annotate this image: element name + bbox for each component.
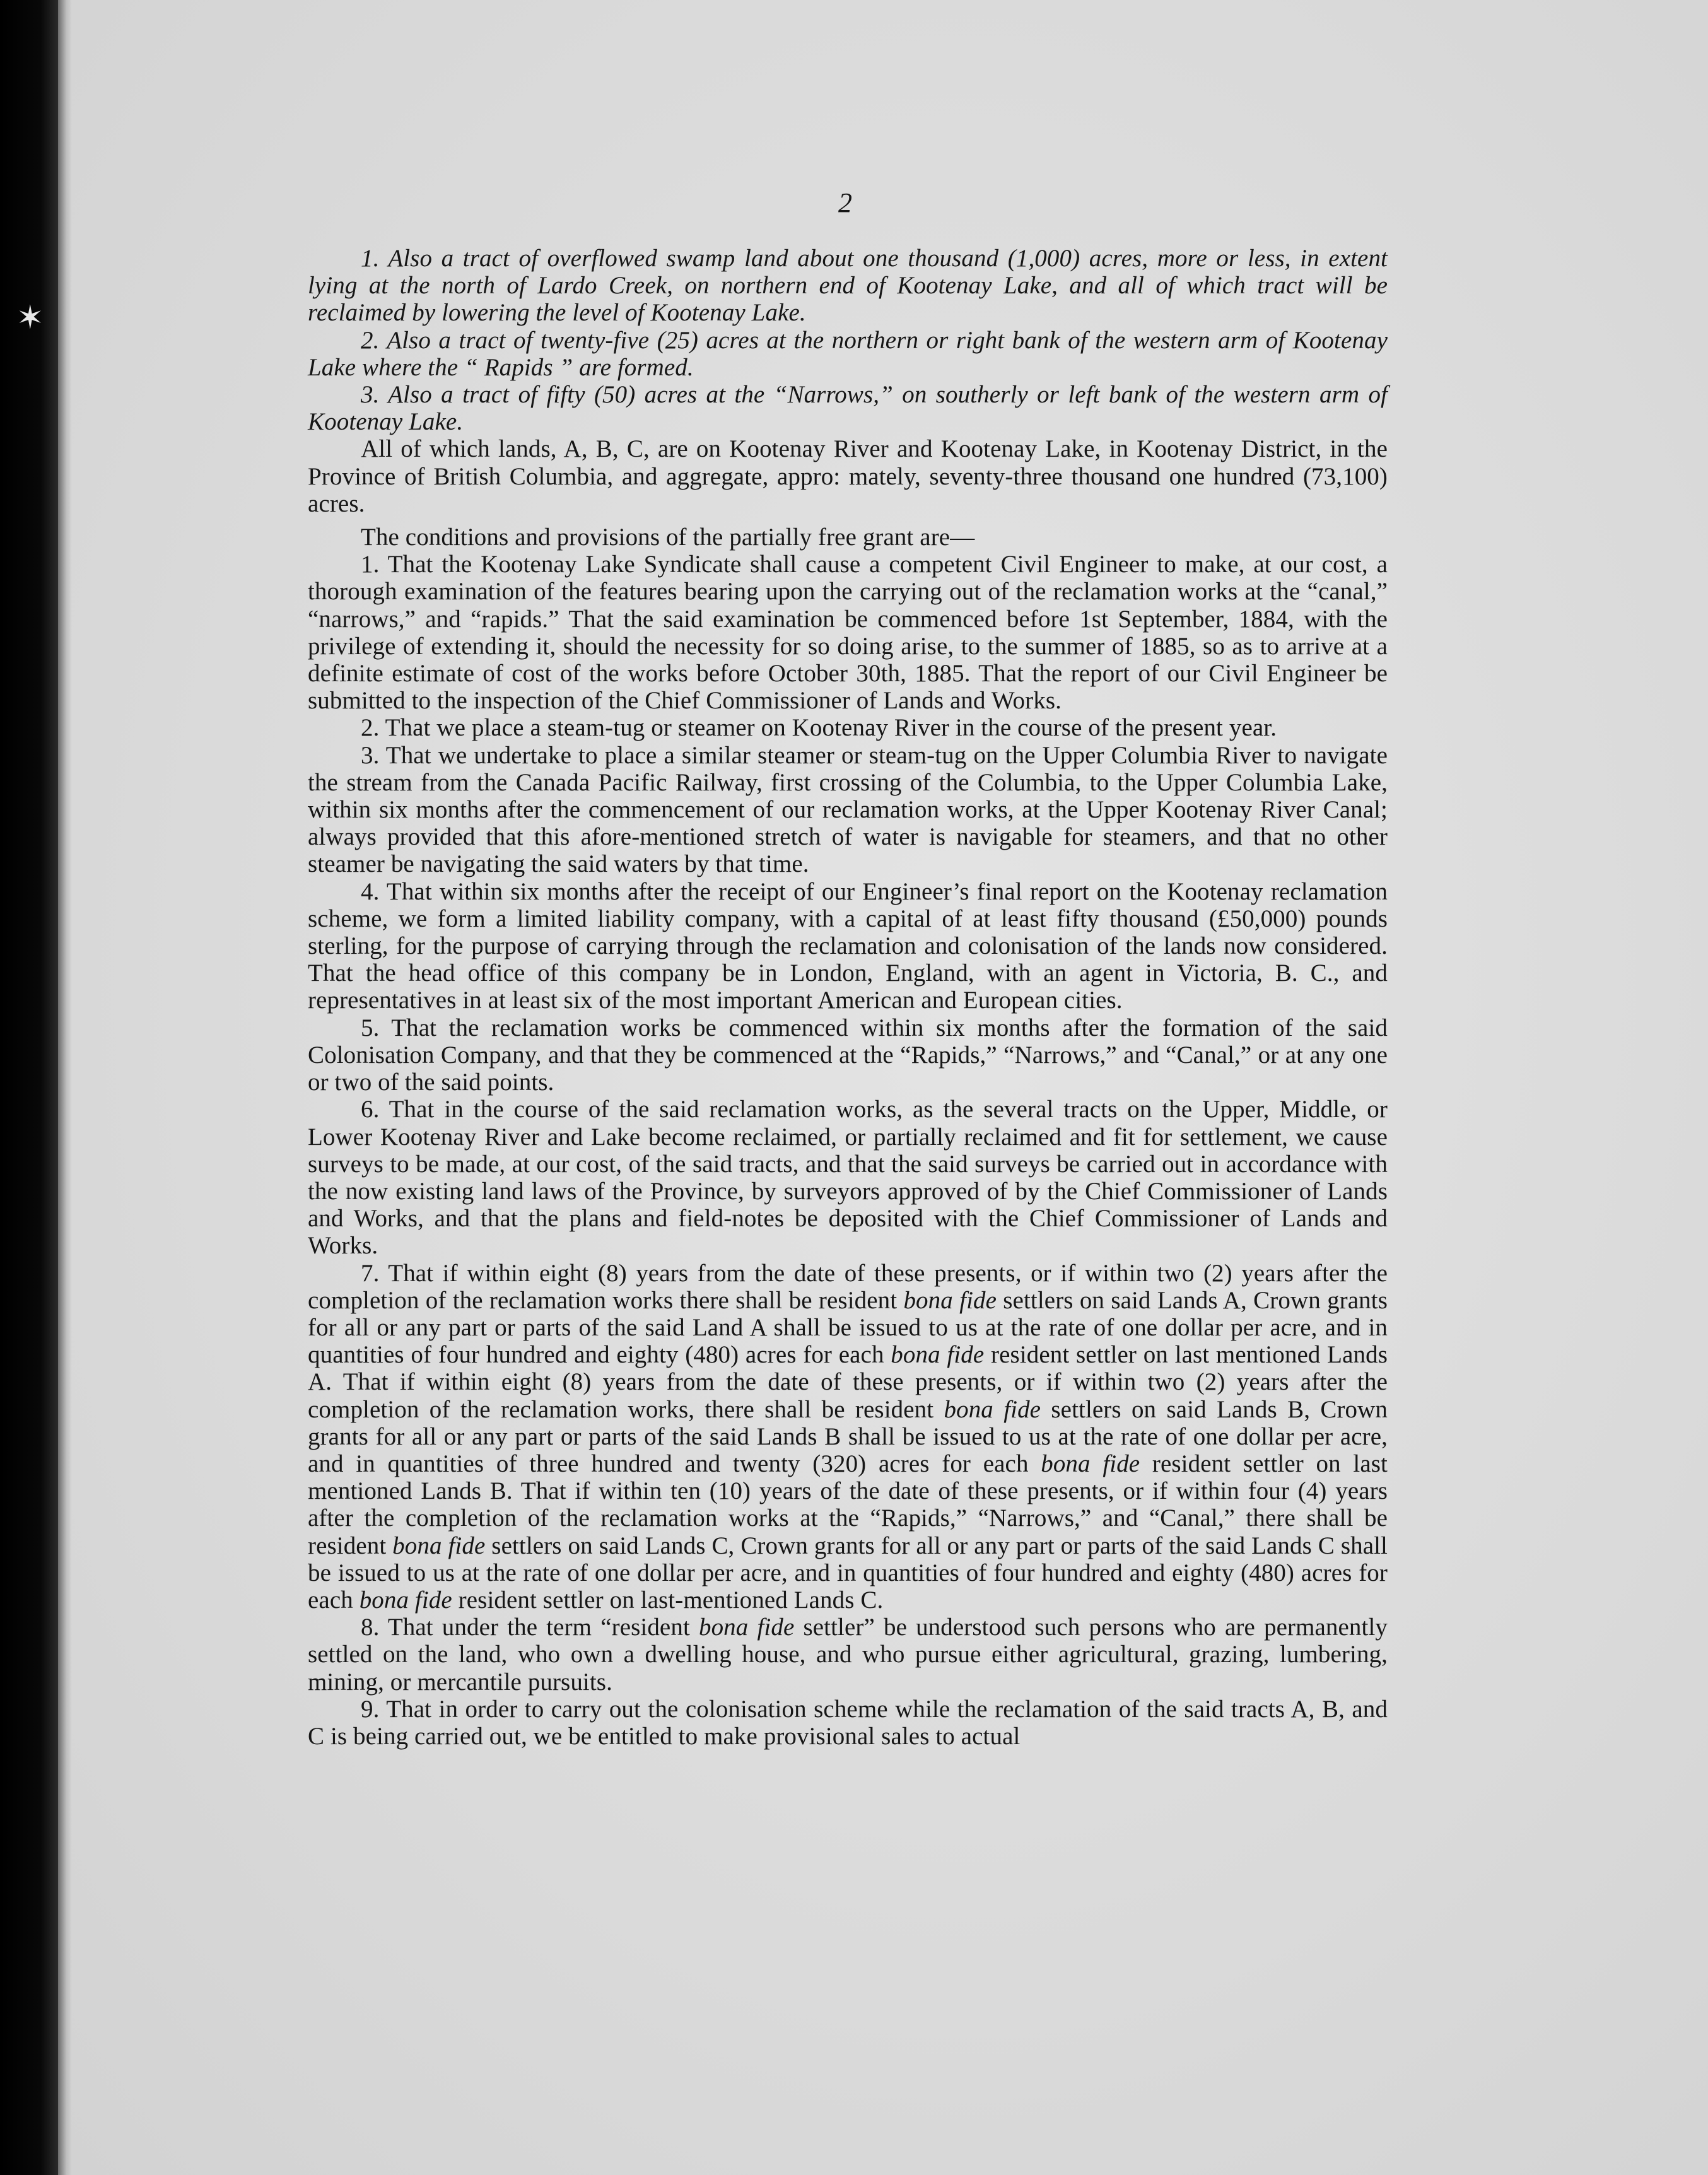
paragraph-condition-4: 4. That within six months after the receipt of our Engineer’s final report on the Kootenay reclamation scheme, we form a limited liability company, with a capital of at least fifty thousand (£50,000) pounds sterling, for the purpose of carrying through the reclamation and colonisation of the lands now considered. That the head office of this company be in London, England, with an agent in Victoria, B. C., and representatives in at least six of the most important American and European cities.	[308, 877, 1388, 1014]
bona-fide-emphasis: bona fide	[698, 1614, 795, 1641]
paragraph-condition-1: 1. That the Kootenay Lake Syndicate shall cause a competent Civil Engineer to make, at our cost, a thorough examination of the features bearing upon the carrying out of the reclamation works at the “canal,” “narrows,” and “rapids.” That the said examination be commenced before 1st September, 1884, with the privilege of extending it, should the necessity for so doing arise, to the summer of 1885, so as to arrive at a definite estimate of cost of the works before October 30th, 1885. That the report of our Civil Engineer be submitted to the inspection of the Chief Commissioner of Lands and Works.	[308, 551, 1388, 715]
paragraph-condition-5: 5. That the reclamation works be commenced within six months after the formation of the said Colonisation Company, and that they be commenced at the “Rapids,” “Narrows,” and “Canal,” or at any one or two of the said points.	[308, 1014, 1388, 1096]
bona-fide-emphasis: bona fide	[903, 1286, 997, 1314]
paragraph-condition-3: 3. That we undertake to place a similar steamer or steam-tug on the Upper Columbia River to navigate the stream from the Canada Pacific Railway, first crossing of the Columbia, to the Upper Columbia Lake, within six months after the commencement of our reclamation works, at the Upper Kootenay River Canal; always provided that this afore-mentioned stretch of water is navigable for steamers, and that no other steamer be navigating the said waters by that time.	[308, 741, 1388, 878]
paragraph-tract-1: 1. Also a tract of overflowed swamp land about one thousand (1,000) acres, more or less, in extent lying at the north of Lardo Creek, on northern end of Kootenay Lake, and all of which tract will be reclaimed by lowering the level of Kootenay Lake.	[308, 245, 1388, 327]
paragraph-tract-2: 2. Also a tract of twenty-five (25) acres at the northern or right bank of the western arm of Kootenay Lake where the “ Rapids ” are formed.	[308, 326, 1388, 381]
bona-fide-emphasis: bona fide	[359, 1586, 452, 1614]
page-number: 2	[838, 187, 852, 218]
bona-fide-emphasis: bona fide	[944, 1395, 1041, 1423]
paragraph-tract-3: 3. Also a tract of fifty (50) acres at the “Narrows,” on southerly or left bank of the western arm of Kootenay Lake.	[308, 381, 1388, 436]
page-fold-shadow	[58, 0, 72, 2175]
paragraph-conditions-intro: The conditions and provisions of the partially free grant are—	[361, 524, 975, 551]
paragraph-summary: All of which lands, A, B, C, are on Kootenay River and Kootenay Lake, in Kootenay District, in the Province of British Columbia, and aggregate, appro: mately, seventy-three thousand one hundred (73,100) acres.	[308, 435, 1388, 517]
paragraph-condition-8: 8. That under the term “resident bona fide settler” be understood such persons who are permanently settled on the land, who own a dwelling house, and who pursue either agricultural, grazing, lumbering, mining, or mercantile pursuits.	[308, 1614, 1388, 1696]
paragraph-condition-2: 2. That we place a steam-tug or steamer on Kootenay River in the course of the present year.	[361, 714, 1277, 742]
document-body	[308, 245, 1388, 1750]
paragraph-condition-7: 7. That if within eight (8) years from the date of these presents, or if within two (2) years after the completion of the reclamation works there shall be resident bona fide settlers on said Lands A, Crown grants for all or any part or parts of the said Land A shall be issued to us at the rate of one dollar per acre, and in quantities of four hundred and eighty (480) acres for each bona fide resident settler on last mentioned Lands A. That if within eight (8) years from the date of these presents, or if within two (2) years after the completion of the reclamation works, there shall be resident bona fide settlers on said Lands B, Crown grants for all or any part or parts of the said Lands B shall be issued to us at the rate of one dollar per acre, and in quantities of three hundred and twenty (320) acres for each bona fide resident settler on last mentioned Lands B. That if within ten (10) years of the date of these presents, or if within four (4) years after the completion of the reclamation works at the “Rapids,” “Narrows,” and “Canal,” there shall be resident bona fide settlers on said Lands C, Crown grants for all or any part or parts of the said Lands C shall be issued to us at the rate of one dollar per acre, and in quantities of four hundred and eighty (480) acres for each bona fide resident settler on last-mentioned Lands C.	[308, 1259, 1388, 1614]
bona-fide-emphasis: bona fide	[1041, 1450, 1140, 1477]
bona-fide-emphasis: bona fide	[392, 1532, 486, 1559]
margin-mark: ✶	[16, 300, 44, 336]
paragraph-condition-9: 9. That in order to carry out the colonisation scheme while the reclamation of the said tracts A, B, and C is being carried out, we be entitled to make provisional sales to actual	[308, 1695, 1388, 1750]
paragraph-condition-6: 6. That in the course of the said reclamation works, as the several tracts on the Upper, Middle, or Lower Kootenay River and Lake become reclaimed, or partially reclaimed and fit for settlement, we cause surveys to be made, at our cost, of the said tracts, and that the said surveys be carried out in accordance with the now existing land laws of the Province, by surveyors approved of by the Chief Commissioner of Lands and Works, and that the plans and field-notes be deposited with the Chief Commissioner of Lands and Works.	[308, 1096, 1388, 1260]
bona-fide-emphasis: bona fide	[891, 1341, 985, 1369]
